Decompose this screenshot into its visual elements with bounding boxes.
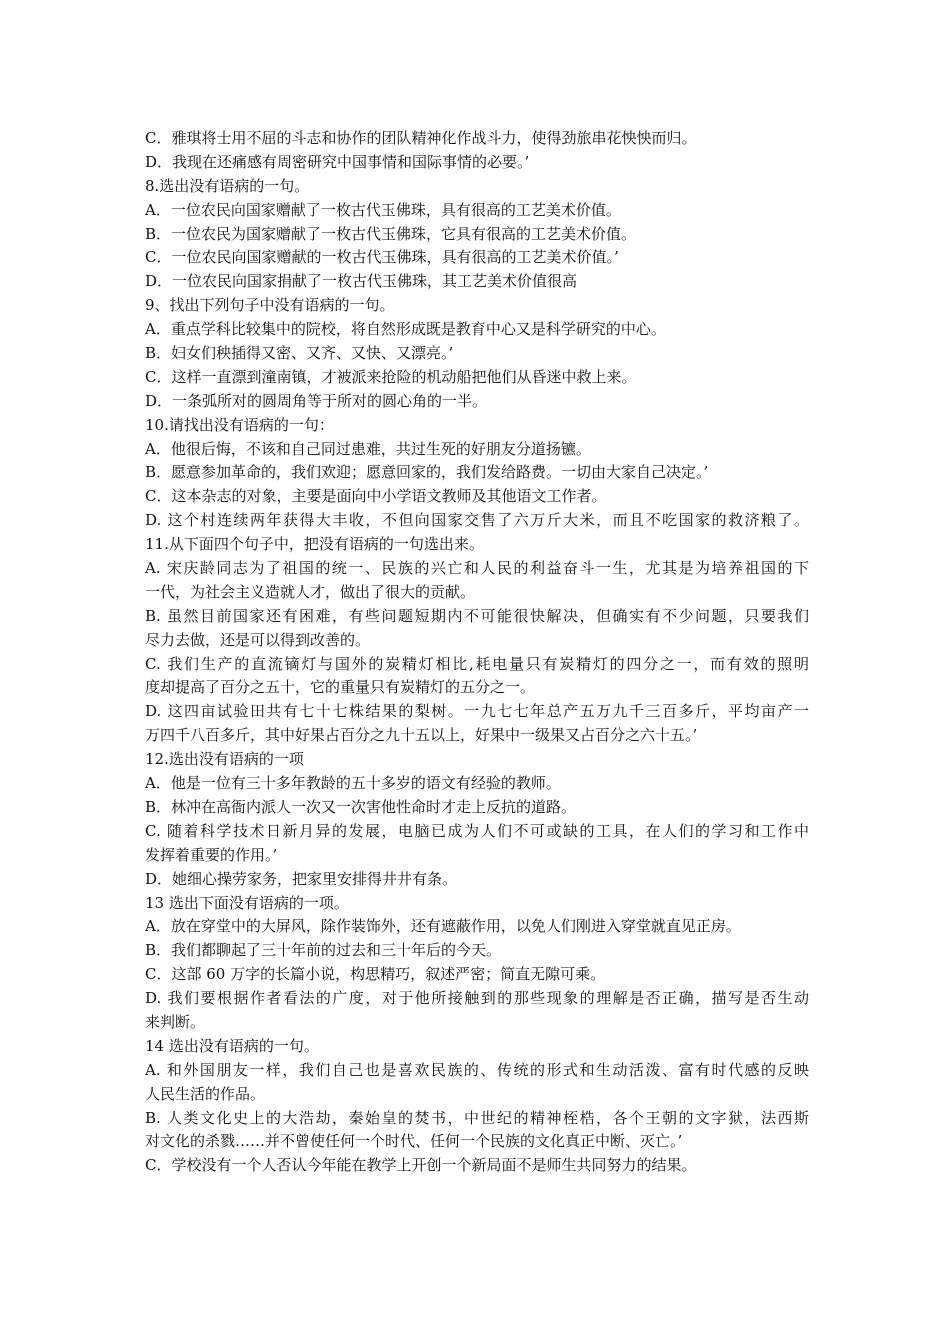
text-line: 9、找出下列句子中没有语病的一句。 <box>145 296 395 315</box>
text-line: B．妇女们秧插得又密、又齐、又快、又漂亮。’ <box>145 344 454 363</box>
text-line: 12.选出没有语病的一项 <box>145 750 304 769</box>
text-line: A．他很后悔，不该和自己同过患难，共过生死的好朋友分道扬镳。 <box>145 439 591 458</box>
text-line: D．她细心操劳家务，把家里安排得井井有条。 <box>145 869 458 888</box>
text-line: A. 和外国朋友一样，我们自己也是喜欢民族的、传统的形式和生动活泼、富有时代感的反映 <box>145 1060 809 1079</box>
text-line: D. 我们要根据作者看法的广度，对于他所接触到的那些现象的理解是否正确，描写是否生动 <box>145 989 809 1008</box>
text-line: C．这本杂志的对象，主要是面向中小学语文教师及其他语文工作者。 <box>145 487 607 506</box>
text-line: C．学校没有一个人否认今年能在教学上开创一个新局面不是师生共同努力的结果。 <box>145 1156 697 1175</box>
text-line: A．一位农民向国家赠献了一枚古代玉佛珠，具有很高的工艺美术价值。 <box>145 200 621 219</box>
text-line: 对文化的杀戮……并不曾使任何一个时代、任何一个民族的文化真正中断、灭亡。’ <box>145 1132 683 1151</box>
text-line: B. 虽然目前国家还有困难，有些问题短期内不可能很快解决，但确实有不少问题，只要我们 <box>145 606 809 625</box>
text-line: D．一条弧所对的圆周角等于所对的圆心角的一半。 <box>145 391 488 410</box>
text-line: A．他是一位有三十多年教龄的五十多岁的语文有经验的教师。 <box>145 774 561 793</box>
text-line: C．雅琪将士用不屈的斗志和协作的团队精神化作战斗力，使得劲旅串花怏怏而归。 <box>145 129 697 147</box>
text-line: B．愿意参加革命的，我们欢迎；愿意回家的，我们发给路费。一切由大家自己决定。’ <box>145 463 709 482</box>
text-line: 发挥着重要的作用。’ <box>145 845 278 864</box>
text-line: 一代，为社会主义造就人才，做出了很大的贡献。 <box>145 582 476 601</box>
text-line: C．一位农民向国家赠献的一枚古代玉佛珠，具有很高的工艺美术价值。’ <box>145 248 619 267</box>
text-line: 来判断。 <box>145 1012 206 1031</box>
text-line: C．这部 60 万字的长篇小说，构思精巧，叙述严密；简直无隙可乘。 <box>145 965 606 984</box>
text-line: D．一位农民向国家捐献了一枚古代玉佛珠，其工艺美术价值很高 <box>145 272 578 291</box>
text-line: 10.请找出没有语病的一句： <box>145 415 334 434</box>
text-line: B. 人类文化史上的大浩劫，秦始皇的焚书，中世纪的精神桎梏，各个王朝的文字狱，法西斯 <box>145 1108 809 1127</box>
text-line: A．放在穿堂中的大屏风，除作装饰外，还有遮蔽作用，以免人们刚进入穿堂就直见正房。 <box>145 917 741 936</box>
text-line: C. 我们生产的直流镝灯与国外的炭精灯相比,耗电量只有炭精灯的四分之一，而有效的照明 <box>145 654 809 673</box>
text-line: D. 这个村连续两年获得大丰收，不但向国家交售了六万斤大米，而且不吃国家的救济粮了。 <box>145 511 809 530</box>
text-line: 14 选出没有语病的一句。 <box>145 1036 319 1055</box>
text-line: B．一位农民为国家赠献了一枚古代玉佛珠，它具有很高的工艺美术价值。 <box>145 224 637 243</box>
text-line: 13 选出下面没有语病的一项。 <box>145 893 349 912</box>
text-line: D．我现在还痛感有周密研究中国事情和国际事情的必要。’ <box>145 152 530 171</box>
text-line: A. 宋庆龄同志为了祖国的统一、民族的兴亡和人民的利益奋斗一生，尤其是为培养祖国的下 <box>145 559 809 578</box>
text-line: B．林冲在高衙内派人一次又一次害他性命时才走上反抗的道路。 <box>145 797 577 816</box>
text-line: 人民生活的作品。 <box>145 1084 266 1103</box>
text-line: 11.从下面四个句子中，把没有语病的一句选出来。 <box>145 535 484 554</box>
text-line: C. 随着科学技术日新月异的发展，电脑已成为人们不可或缺的工具，在人们的学习和工作中 <box>145 821 809 840</box>
text-line: 尽力去做，还是可以得到改善的。 <box>145 630 371 649</box>
text-line: 8.选出没有语病的一句。 <box>145 176 310 195</box>
text-line: A．重点学科比较集中的院校，将自然形成既是教育中心又是科学研究的中心。 <box>145 320 666 339</box>
text-line: 度却提高了百分之五十，它的重量只有炭精灯的五分之一。 <box>145 678 536 697</box>
text-line: B．我们都聊起了三十年前的过去和三十年后的今天。 <box>145 941 502 960</box>
text-line: C．这样一直漂到潼南镇，才被派来抢险的机动船把他们从昏迷中救上来。 <box>145 367 637 386</box>
text-line: 万四千八百多斤，其中好果占百分之九十五以上，好果中一级果又占百分之六十五。’ <box>145 726 698 745</box>
text-line: D. 这四亩试验田共有七十七株结果的梨树。一九七七年总产五万九千三百多斤，平均亩产一 <box>145 702 809 721</box>
document-page <box>145 127 809 1178</box>
